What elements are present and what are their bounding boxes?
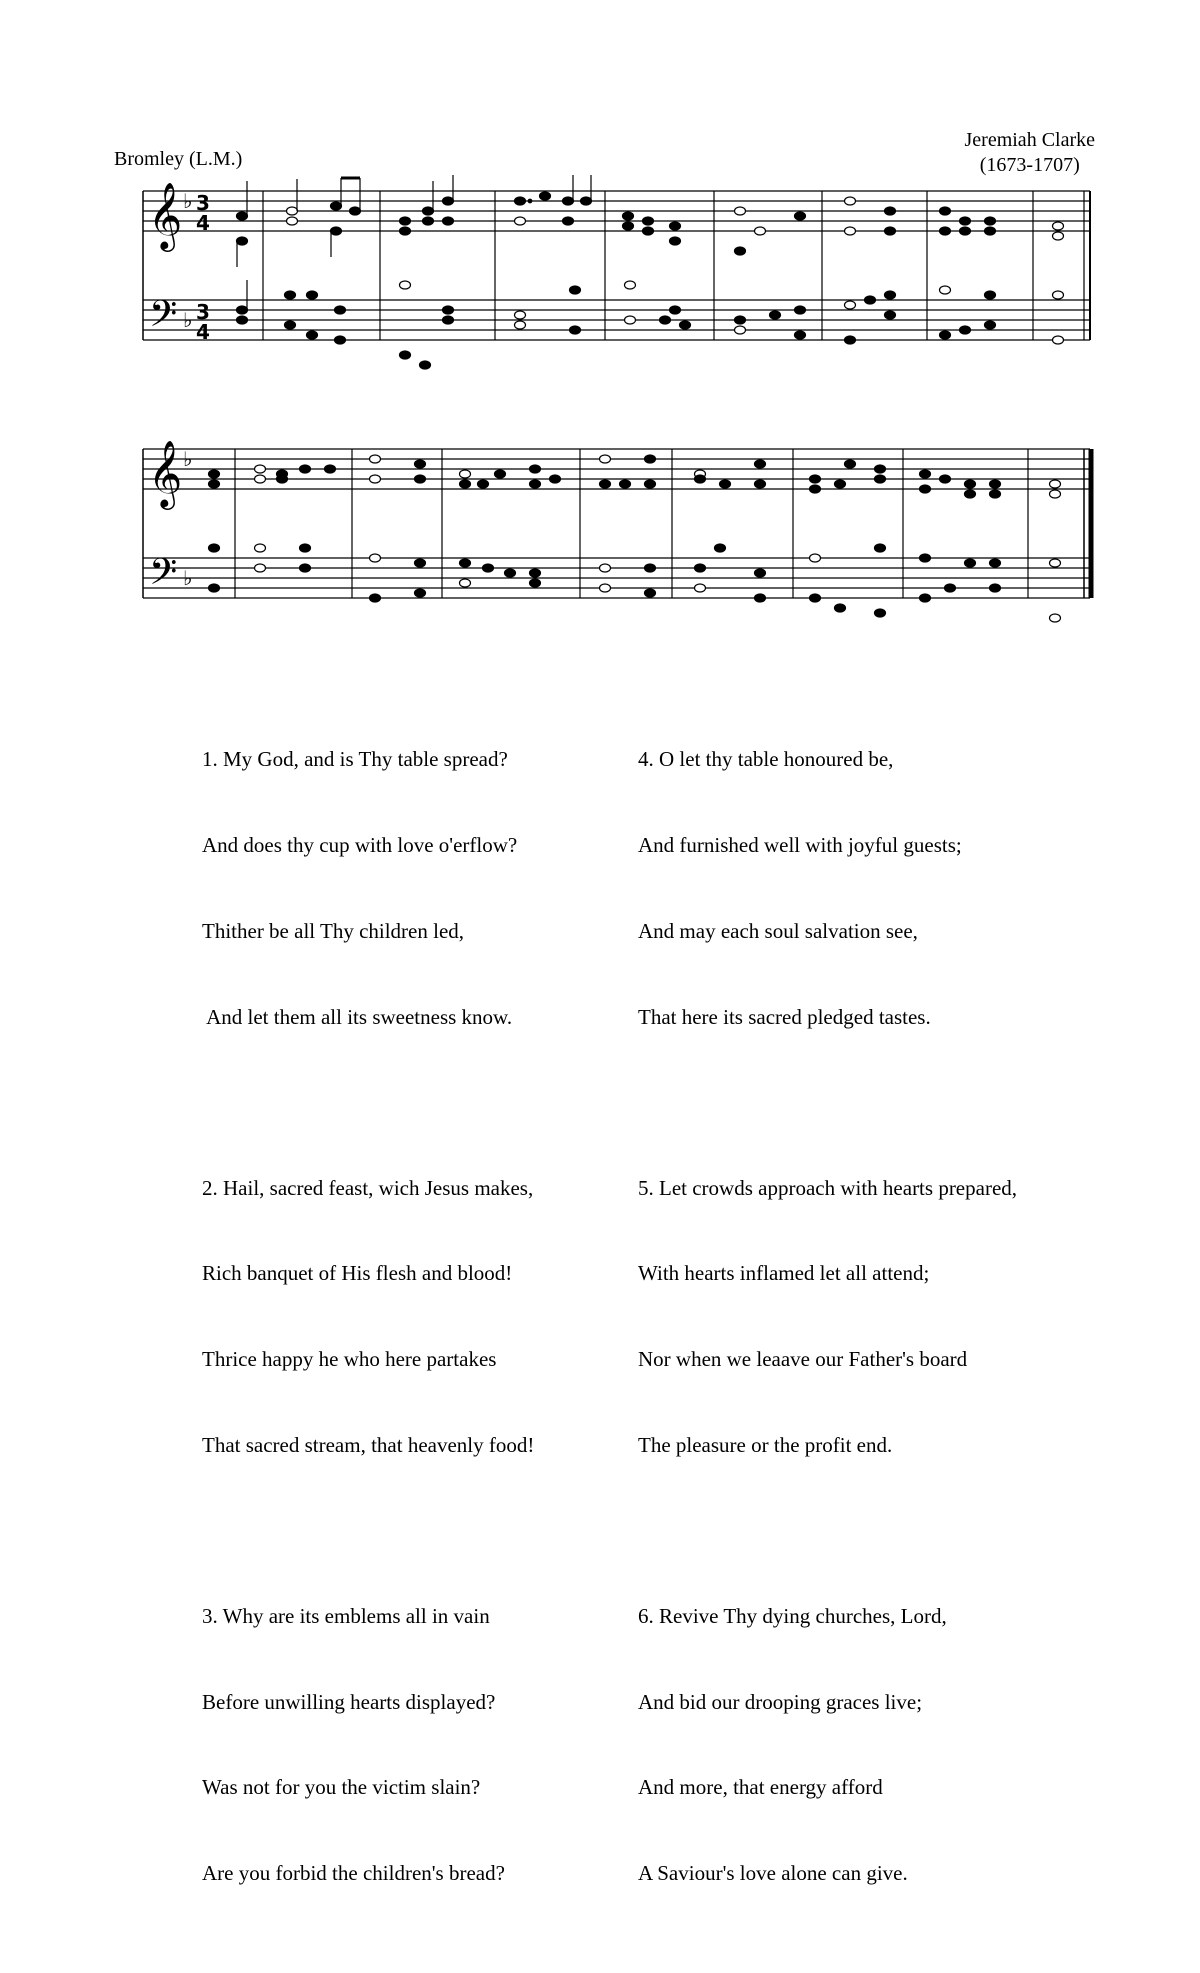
verse-line: A Saviour's love alone can give.	[638, 1861, 908, 1886]
verse-line: Was not for you the victim slain?	[202, 1775, 481, 1800]
verse-line: The pleasure or the profit end.	[638, 1432, 893, 1457]
verse-line: And more, that energy afford	[638, 1775, 883, 1800]
verse-line: That sacred stream, that heavenly food!	[202, 1432, 535, 1457]
verse-3	[202, 1545, 534, 1945]
verse-line: Thrice happy he who here partakes	[202, 1347, 497, 1372]
verse-4	[638, 688, 1017, 1088]
verse-line: And bid our drooping graces live;	[638, 1689, 923, 1714]
verse-line: And let them all its sweetness know.	[202, 1004, 513, 1029]
verse-line: 6. Revive Thy dying churches, Lord,	[638, 1603, 947, 1628]
verse-line: Before unwilling hearts displayed?	[202, 1689, 496, 1714]
svg-text:4: 4	[196, 320, 210, 344]
verse-line: Are you forbid the children's bread?	[202, 1861, 505, 1886]
svg-text:𝄞: 𝄞	[148, 439, 183, 507]
composer-dates: (1673-1707)	[979, 154, 1080, 176]
score-system-1	[0, 175, 1200, 405]
verse-1	[202, 688, 534, 1088]
verse-line: Rich banquet of His flesh and blood!	[202, 1261, 513, 1286]
svg-text:3: 3	[196, 191, 210, 215]
svg-text:𝄢: 𝄢	[149, 551, 178, 602]
verse-line: And does thy cup with love o'erflow?	[202, 832, 518, 857]
tune-name: Bromley (L.M.)	[114, 148, 243, 170]
staff-system-2-svg	[0, 430, 1200, 660]
verse-line: With hearts inflamed let all attend;	[638, 1261, 930, 1286]
svg-text:3: 3	[196, 300, 210, 324]
verse-6	[638, 1545, 1017, 1945]
staff-system-1-svg	[0, 175, 1200, 405]
verses-right-column	[638, 688, 1017, 1973]
verse-2	[202, 1116, 534, 1516]
verse-line: Nor when we leaave our Father's board	[638, 1347, 968, 1372]
verse-line: And furnished well with joyful guests;	[638, 832, 962, 857]
verse-line: Thither be all Thy children led,	[202, 918, 465, 943]
verses-left-column	[202, 688, 534, 1973]
verse-line: 5. Let crowds approach with hearts prepared,	[638, 1175, 1018, 1200]
svg-text:♭: ♭	[183, 566, 193, 590]
svg-text:𝄢: 𝄢	[149, 293, 178, 344]
composer-credit	[965, 128, 1096, 178]
svg-text:♭: ♭	[183, 308, 193, 332]
verse-line: 4. O let thy table honoured be,	[638, 747, 894, 772]
verse-line: 3. Why are its emblems all in vain	[202, 1603, 490, 1628]
verse-line: 2. Hail, sacred feast, wich Jesus makes,	[202, 1175, 534, 1200]
verse-5	[638, 1116, 1017, 1516]
verse-line: That here its sacred pledged tastes.	[638, 1004, 931, 1029]
verse-line: 1. My God, and is Thy table spread?	[202, 747, 508, 772]
verse-line: And may each soul salvation see,	[638, 918, 918, 943]
svg-text:♭: ♭	[183, 189, 193, 213]
score-system-2	[0, 430, 1200, 660]
composer-name: Jeremiah Clarke	[964, 129, 1095, 151]
svg-text:4: 4	[196, 211, 210, 235]
svg-text:𝄞: 𝄞	[148, 181, 183, 249]
svg-text:♭: ♭	[183, 447, 193, 471]
